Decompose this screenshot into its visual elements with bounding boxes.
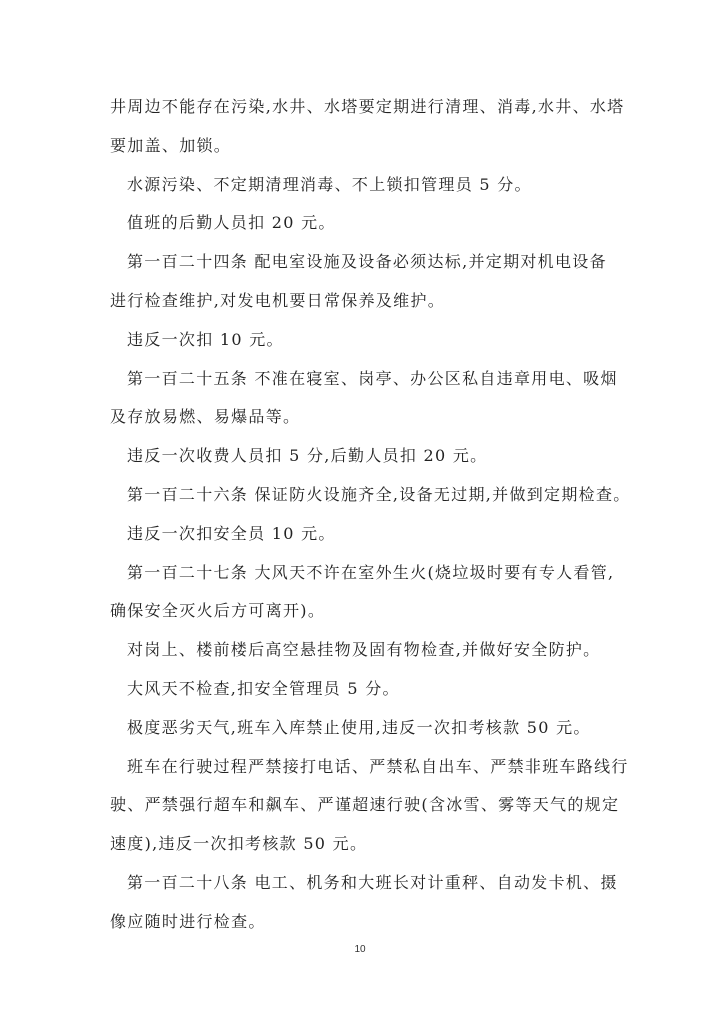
text-line: 违反一次扣安全员 10 元。 xyxy=(127,523,336,543)
text-line: 第一百二十六条 保证防火设施齐全,设备无过期,并做到定期检查。 xyxy=(127,485,631,504)
text-line: 大风天不检查,扣安全管理员 5 分。 xyxy=(127,679,400,698)
text-line: 水源污染、不定期清理消毒、不上锁扣管理员 5 分。 xyxy=(127,174,532,194)
text-line: 像应随时进行检查。 xyxy=(110,911,266,931)
page-number: 10 xyxy=(354,944,366,955)
text-line: 速度),违反一次扣考核款 50 元。 xyxy=(110,834,368,854)
text-line: 及存放易燃、易爆品等。 xyxy=(110,407,301,427)
text-line: 要加盖、加锁。 xyxy=(110,135,232,155)
text-line: 第一百二十五条 不准在寝室、岗亭、办公区私自违章用电、吸烟 xyxy=(127,368,618,388)
text-line: 第一百二十四条 配电室设施及设备必须达标,并定期对机电设备 xyxy=(127,252,607,272)
text-line: 违反一次收费人员扣 5 分,后勤人员扣 20 元。 xyxy=(127,446,488,466)
text-line: 极度恶劣天气,班车入库禁止使用,违反一次扣考核款 50 元。 xyxy=(127,717,591,737)
text-line: 确保安全灭火后方可离开)。 xyxy=(110,601,326,621)
text-line: 第一百二十八条 电工、机务和大班长对计重秤、自动发卡机、摄 xyxy=(127,873,618,892)
text-line: 违反一次扣 10 元。 xyxy=(127,329,284,349)
text-line: 井周边不能存在污染,水井、水塔要定期进行清理、消毒,水井、水塔 xyxy=(110,97,625,116)
text-line: 驶、严禁强行超车和飙车、严谨超速行驶(含冰雪、雾等天气的规定 xyxy=(110,795,620,815)
text-line: 对岗上、楼前楼后高空悬挂物及固有物检查,并做好安全防护。 xyxy=(127,640,601,660)
text-line: 第一百二十七条 大风天不许在室外生火(烧垃圾时要有专人看管, xyxy=(127,562,615,582)
text-line: 班车在行驶过程严禁接打电话、严禁私自出车、严禁非班车路线行 xyxy=(127,756,629,776)
text-line: 进行检查维护,对发电机要日常保养及维护。 xyxy=(110,291,446,310)
text-line: 值班的后勤人员扣 20 元。 xyxy=(127,213,336,233)
